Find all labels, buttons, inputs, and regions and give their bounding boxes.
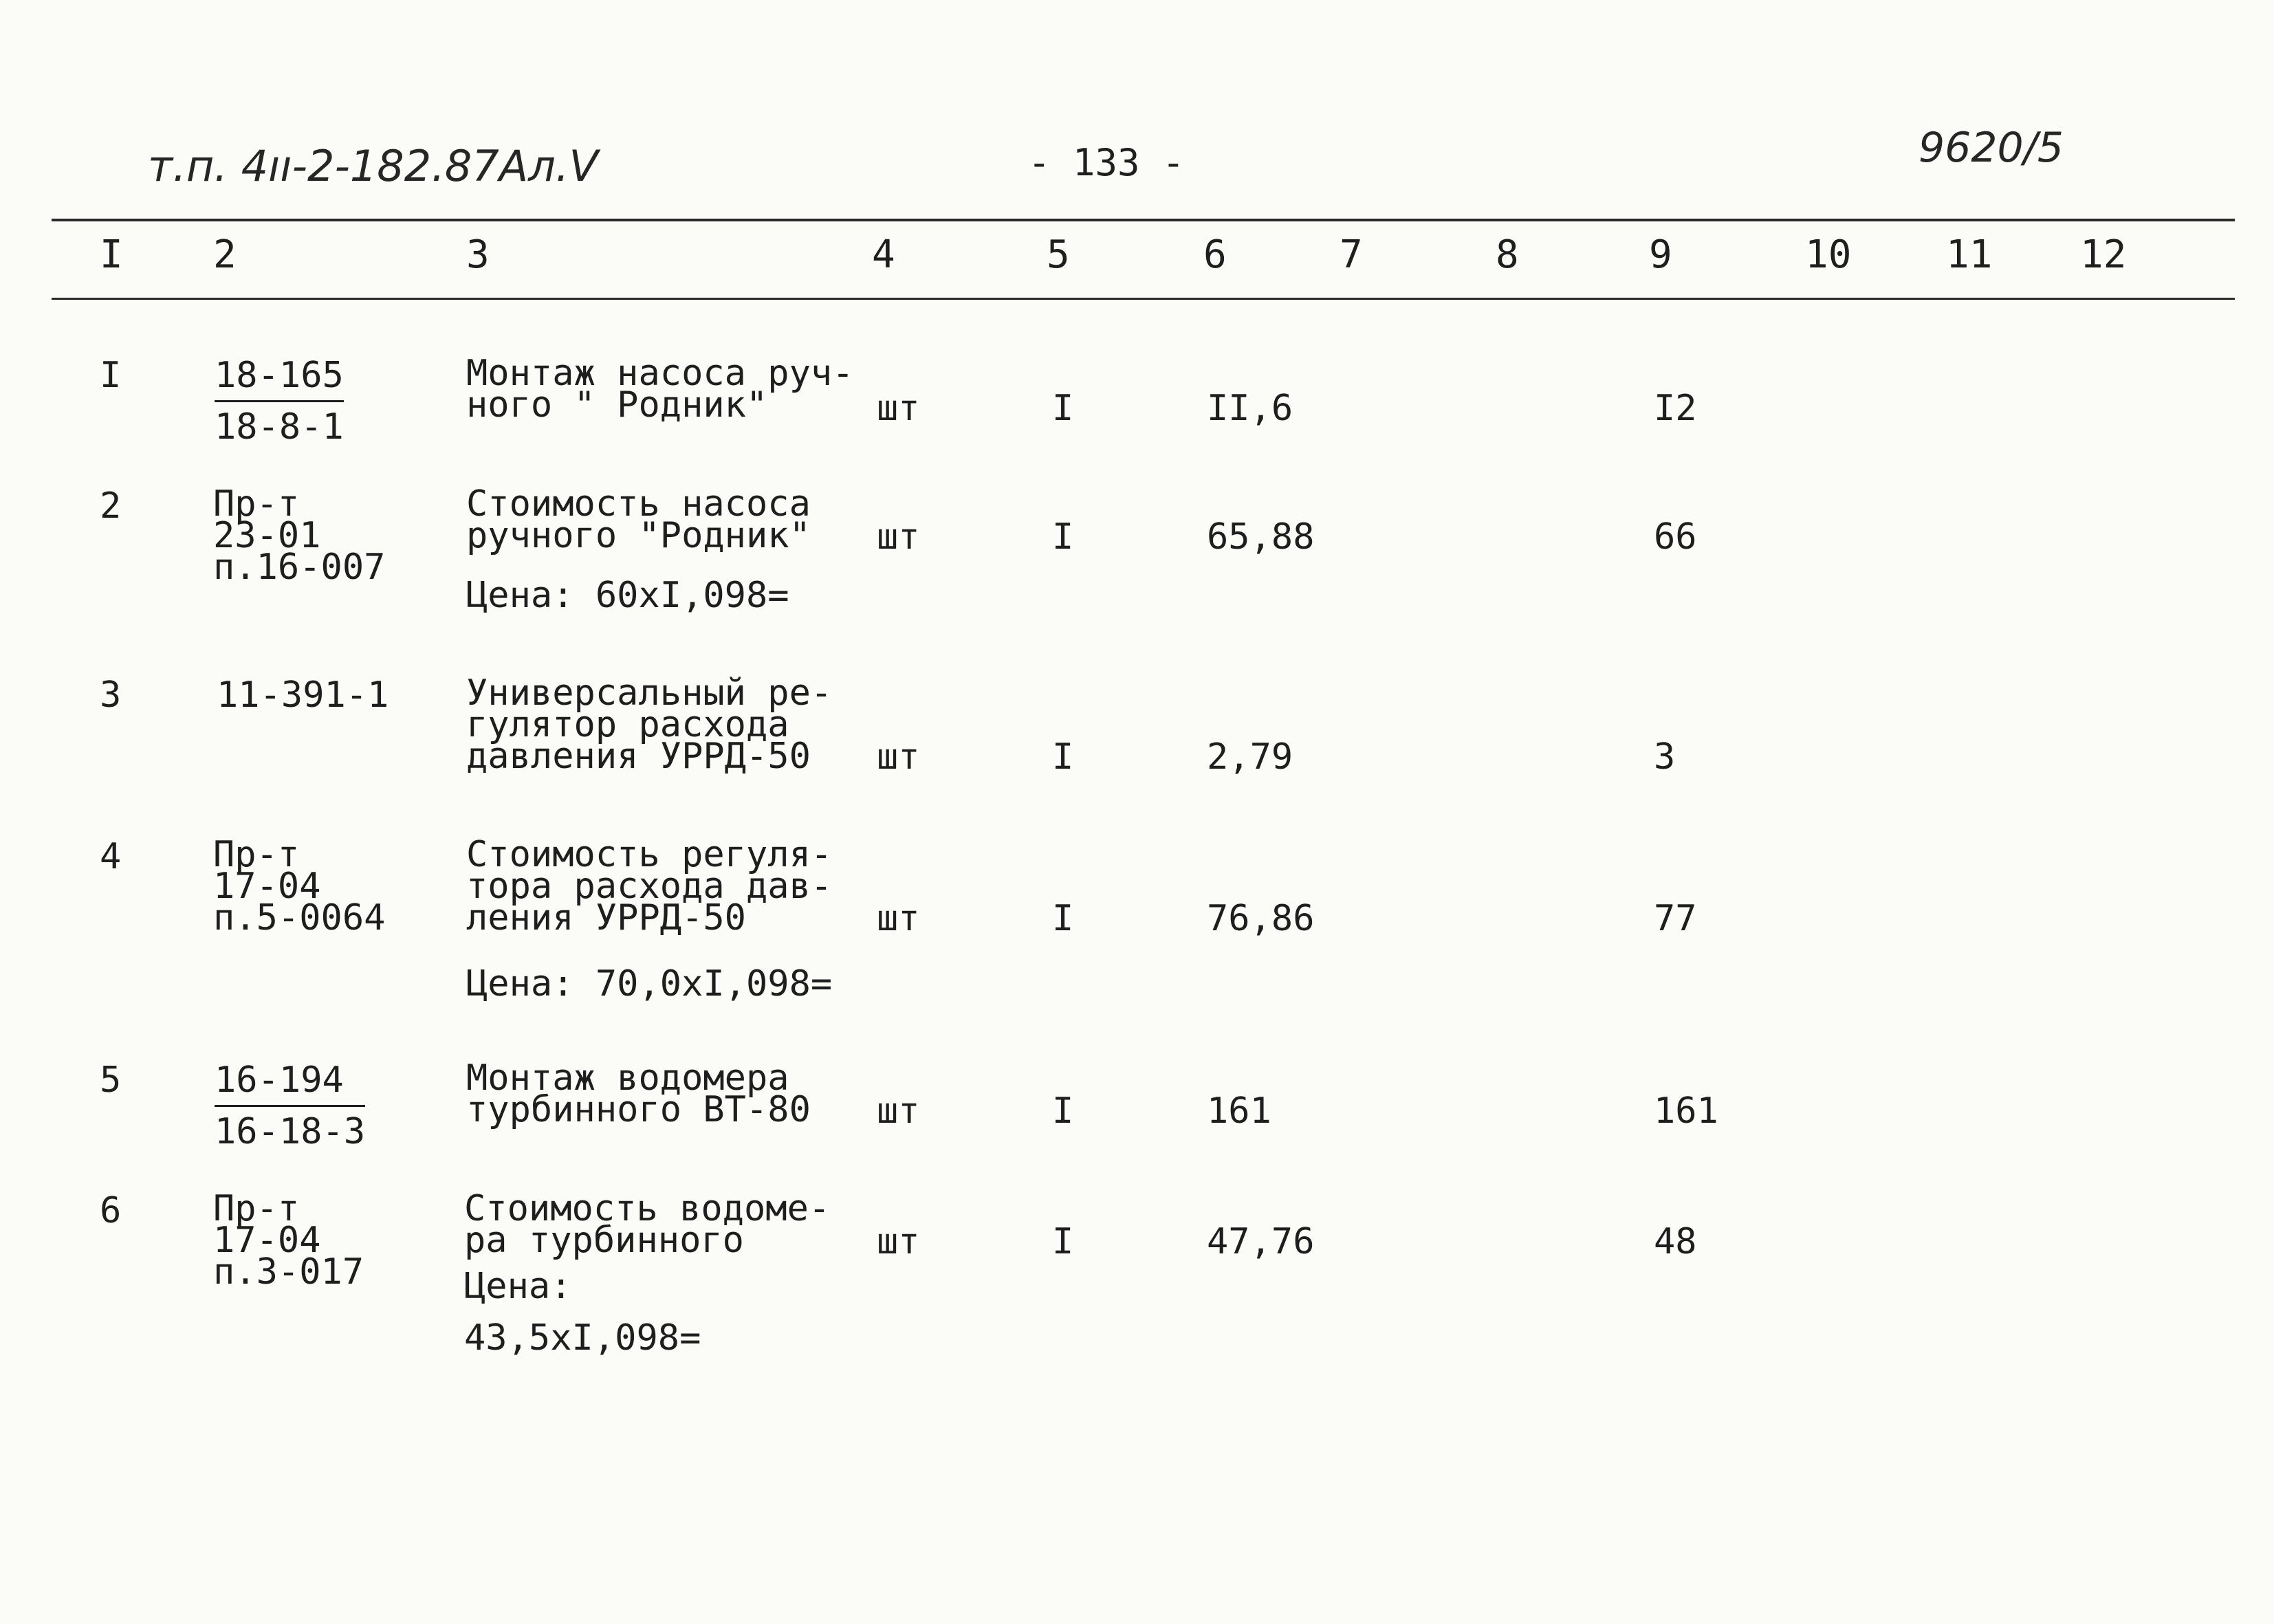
price-calculation: Цена: [464,1266,572,1307]
unit: шт [877,516,920,558]
unit-cost: 2,79 [1207,736,1293,778]
price-calculation: Цена: 70,0xI,098= [466,963,833,1005]
document-code: т.п. 4ıı-2-182.87Ал.V [148,141,598,191]
unit-cost: 47,76 [1207,1221,1315,1262]
unit: шт [877,388,920,429]
page-number: - 133 - [1028,141,1185,184]
unit-cost: 76,86 [1207,898,1315,939]
column-number: 3 [466,232,490,277]
work-description [466,1057,811,1130]
table-header-rule [52,298,2235,300]
description-line: давления УРРД-50 [466,736,811,777]
total-cost: 66 [1654,516,1697,558]
work-description [466,672,833,777]
total-cost: 77 [1654,898,1697,939]
table-row [0,483,2274,616]
work-description [466,834,833,939]
column-number: 2 [213,232,237,277]
column-number: 10 [1805,232,1852,277]
unit: шт [877,1090,920,1132]
quantity: I [1052,388,1074,429]
column-number: 9 [1649,232,1672,277]
table-top-rule [52,219,2235,221]
norm-code-line: 17-04 [213,1220,321,1261]
quantity: I [1052,898,1074,939]
unit: шт [877,736,920,778]
norm-code: 11-391-1 [217,674,389,716]
price-calculation: Цена: 60xI,098= [466,575,789,616]
norm-code-line: 17-04 [213,866,321,907]
column-number: 5 [1047,232,1070,277]
column-number: 11 [1946,232,1993,277]
row-number: 2 [100,485,122,527]
norm-code-top: 16-194 [215,1062,365,1107]
description-line: ления УРРД-50 [466,897,746,939]
norm-code-line: п.16-007 [213,547,386,588]
column-number: 6 [1203,232,1227,277]
norm-code-line: Пр-т [213,483,300,525]
norm-code-line: 23-01 [213,515,321,556]
unit-cost: 161 [1207,1090,1271,1132]
description-line: Универсальный ре- [466,672,833,714]
table-row [0,672,2274,778]
description-line: Монтаж водомера [466,1057,789,1099]
description-line: ного " Родник" [466,384,768,426]
total-cost: 48 [1654,1221,1697,1262]
work-description [466,483,811,556]
unit: шт [877,898,920,939]
norm-code-bottom: 18-8-1 [215,406,344,448]
unit: шт [877,1221,920,1262]
norm-code-line: Пр-т [213,834,300,875]
norm-code-line: Пр-т [213,1188,300,1229]
description-line: ра турбинного [464,1220,744,1261]
norm-code-bottom: 16-18-3 [215,1111,366,1152]
description-line: Монтаж насоса руч- [466,353,854,394]
column-number: 4 [872,232,895,277]
quantity: I [1052,736,1074,778]
quantity: I [1052,516,1074,558]
column-number: 8 [1496,232,1519,277]
archive-number: 9620/5 [1918,124,2064,172]
norm-code [213,483,386,588]
norm-code [213,1188,364,1293]
norm-code [213,834,386,939]
unit-cost: II,6 [1207,388,1293,429]
description-line: турбинного ВТ-80 [466,1089,811,1130]
total-cost: 161 [1654,1090,1718,1132]
work-description [466,353,854,426]
total-cost: I2 [1654,388,1697,429]
row-number: 5 [100,1060,122,1101]
description-line: гулятор расхода [466,704,789,745]
table-row [0,834,2274,1005]
norm-code [215,1062,365,1150]
row-number: 4 [100,836,122,877]
table-row [0,1188,2274,1359]
description-line: ручного "Родник" [466,515,811,556]
work-description [464,1188,831,1261]
table-row [0,353,2274,448]
row-number: I [100,355,122,396]
quantity: I [1052,1090,1074,1132]
column-number: I [100,232,123,277]
norm-code-line: п.3-017 [213,1251,364,1293]
total-cost: 3 [1654,736,1676,778]
column-number: 12 [2080,232,2127,277]
norm-code [215,355,344,448]
description-line: Стоимость насоса [466,483,811,525]
column-number: 7 [1340,232,1363,277]
row-number: 3 [100,674,122,716]
unit-cost: 65,88 [1207,516,1315,558]
row-number: 6 [100,1190,122,1231]
price-calculation: 43,5xI,098= [464,1317,701,1359]
norm-code-line: п.5-0064 [213,897,386,939]
table-row [0,1057,2274,1152]
norm-code-top: 18-165 [215,358,344,402]
quantity: I [1052,1221,1074,1262]
description-line: Стоимость регуля- [466,834,833,875]
description-line: Стоимость водоме- [464,1188,831,1229]
description-line: тора расхода дав- [466,866,833,907]
